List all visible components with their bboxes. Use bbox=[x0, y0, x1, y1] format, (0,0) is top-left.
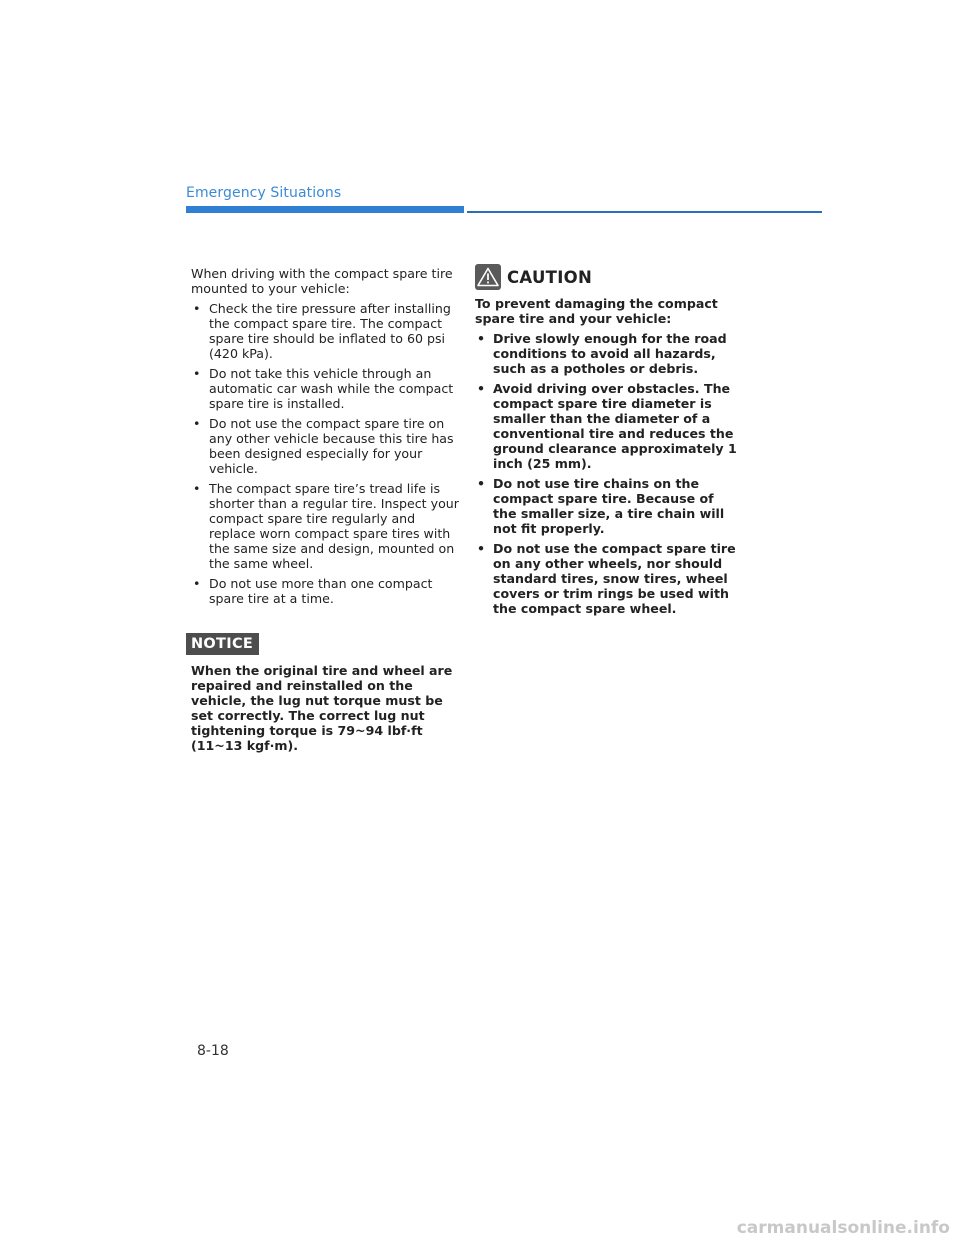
caution-title: CAUTION bbox=[507, 267, 593, 287]
left-bullet-list bbox=[191, 301, 459, 606]
bullet-glyph: • bbox=[477, 331, 486, 346]
bullet-glyph: • bbox=[477, 381, 486, 396]
list-item bbox=[191, 481, 459, 571]
bullet-glyph: • bbox=[193, 366, 201, 381]
bullet-glyph: • bbox=[477, 476, 486, 491]
bullet-glyph: • bbox=[193, 301, 201, 316]
header-rule bbox=[467, 211, 822, 213]
list-item-text: Check the tire pressure after installing the compact spare tire. The compact spare tire should be inflated to 60 psi (420 kPa). bbox=[209, 301, 451, 361]
list-item bbox=[475, 541, 737, 616]
list-item bbox=[191, 301, 459, 361]
list-item bbox=[475, 381, 737, 471]
list-item-text: Do not use tire chains on the compact spare tire. Because of the smaller size, a tire chain will not fit properly. bbox=[493, 476, 725, 536]
left-intro: When driving with the compact spare tire mounted to your vehicle: bbox=[191, 266, 453, 296]
bullet-glyph: • bbox=[477, 541, 486, 556]
bullet-glyph: • bbox=[193, 416, 201, 431]
header-accent-bar bbox=[186, 206, 464, 213]
caution-intro: To prevent damaging the compact spare tire and your vehicle: bbox=[475, 296, 718, 326]
section-title: Emergency Situations bbox=[186, 185, 342, 201]
list-item-text: Avoid driving over obstacles. The compact spare tire diameter is smaller than the diameter of a conventional tire and reduces the ground clearance approximately 1 inch (25 mm). bbox=[493, 381, 737, 471]
right-column bbox=[475, 264, 737, 621]
list-item bbox=[475, 476, 737, 536]
list-item-text: Do not use more than one compact spare tire at a time. bbox=[209, 576, 433, 606]
warning-triangle-icon bbox=[475, 264, 501, 290]
left-column bbox=[191, 266, 459, 753]
bullet-glyph: • bbox=[193, 576, 201, 591]
notice-text: When the original tire and wheel are repaired and reinstalled on the vehicle, the lug nut torque must be set correctly. The correct lug nut tightening torque is 79~94 lbf·ft (11~13 kgf·m). bbox=[191, 663, 453, 753]
bullet-glyph: • bbox=[193, 481, 201, 496]
list-item-text: Do not use the compact spare tire on any other wheels, nor should standard tires, snow tires, wheel covers or trim rings be used with the compact spare wheel. bbox=[493, 541, 736, 616]
page-number: 8-18 bbox=[197, 1043, 229, 1059]
list-item-text: Drive slowly enough for the road conditions to avoid all hazards, such as a potholes or debris. bbox=[493, 331, 727, 376]
list-item bbox=[191, 416, 459, 476]
list-item-text: Do not use the compact spare tire on any other vehicle because this tire has been designed especially for your vehicle. bbox=[209, 416, 454, 476]
list-item-text: Do not take this vehicle through an automatic car wash while the compact spare tire is installed. bbox=[209, 366, 454, 411]
list-item bbox=[191, 366, 459, 411]
caution-header bbox=[475, 264, 737, 290]
notice-badge: NOTICE bbox=[186, 633, 259, 655]
list-item-text: The compact spare tire’s tread life is shorter than a regular tire. Inspect your compact spare tire regularly and replace worn compact spare tires with the same size and design, mounted on the same wheel. bbox=[209, 481, 459, 571]
list-item bbox=[475, 331, 737, 376]
watermark: carmanualsonline.info bbox=[736, 1218, 950, 1238]
caution-bullet-list bbox=[475, 331, 737, 616]
list-item bbox=[191, 576, 459, 606]
